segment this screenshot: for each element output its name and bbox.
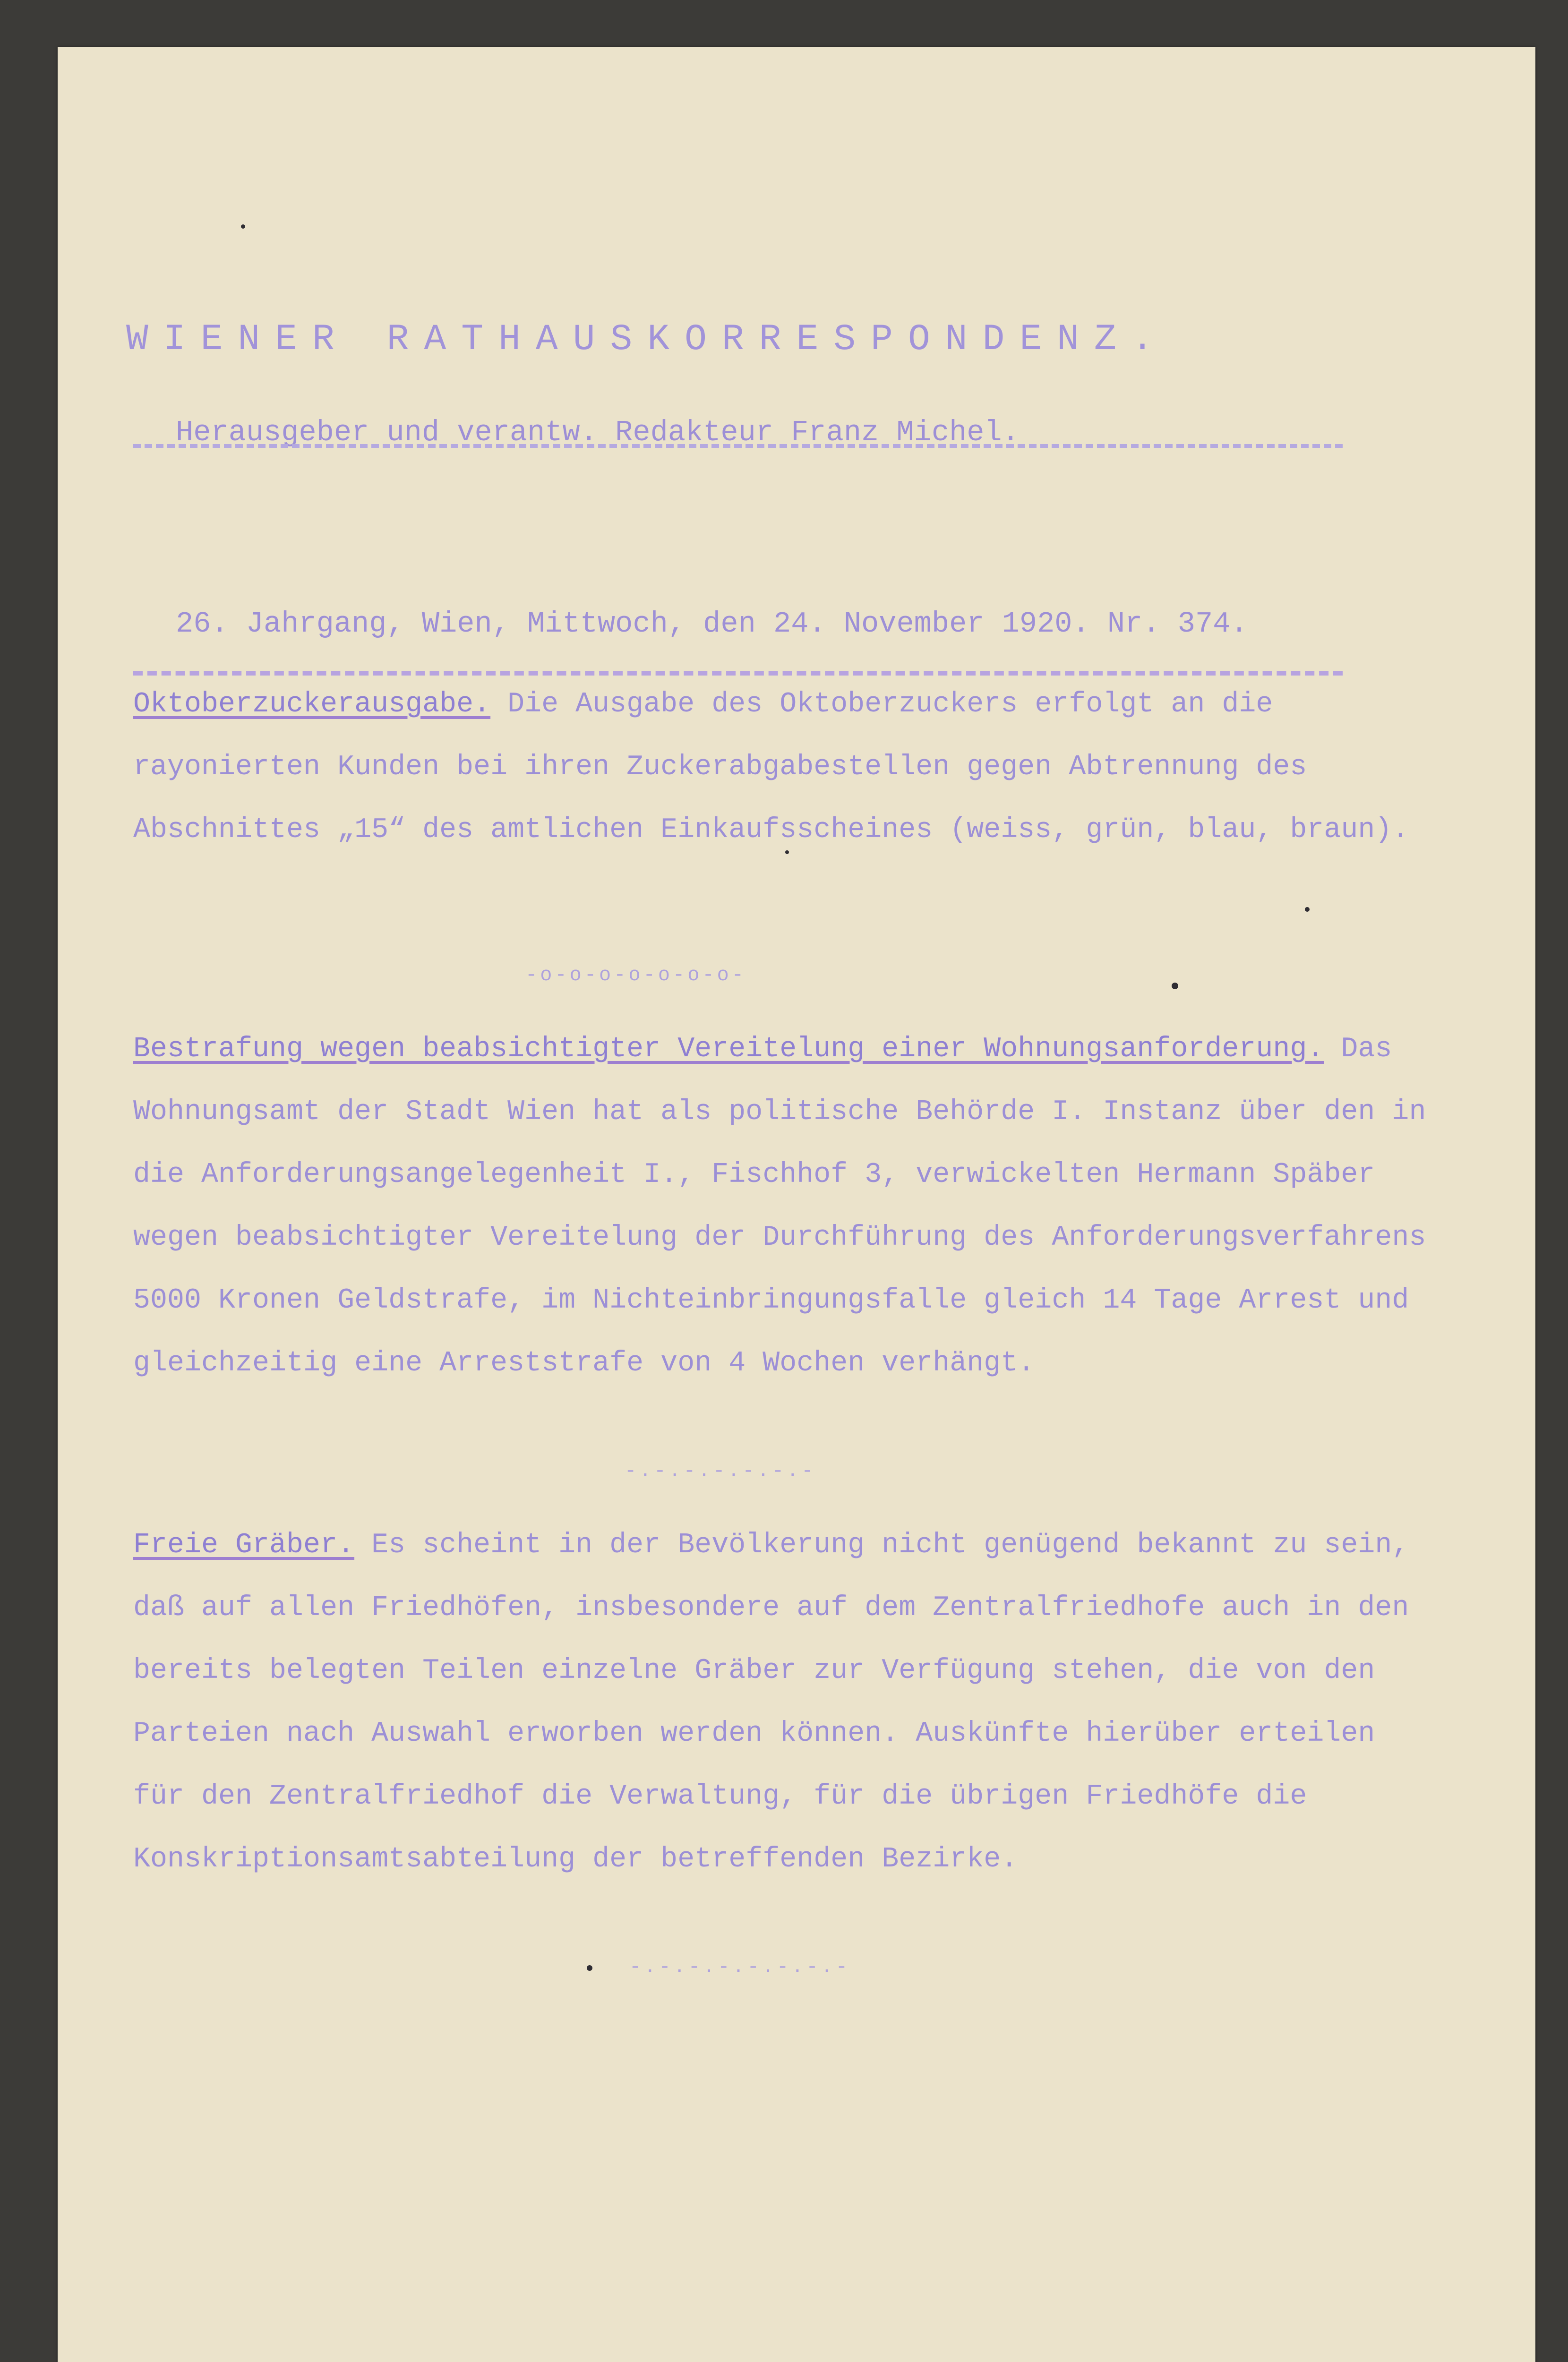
document-page [58,47,1535,2362]
article-body: Es scheint in der Bevölkerung nicht genügend bekannt zu sein, daß auf allen Friedhöfen, insbesondere auf dem Zentralfriedhofe auch in den bereits belegten Teilen einzelne Gräber zur Verfügung stehen, die von den Parteien nach Auswahl erworben werden können. Auskünfte hierüber erteilen für den Zentralfriedhof die Verwaltung, für die übrigen Friedhöfe die Konskriptionsamtsabteilung der betreffenden Bezirke. [133,1529,1409,1875]
article-heading: Bestrafung wegen beabsichtigter Vereitelung einer Wohnungsanforderung. [133,1033,1324,1065]
article-body: Die Ausgabe des Oktoberzuckers erfolgt an die rayonierten Kunden bei ihren Zuckerabgabestellen gegen Abtrennung des Abschnittes „15“ des amtlichen Einkaufsscheines (weiss, grün, blau, braun). [133,688,1409,846]
article-heading: Oktoberzuckerausgabe. [133,688,491,720]
article-sugar [133,673,1437,862]
section-separator: -.-.-.-.-.-.- [625,1460,816,1482]
section-separator: -.-.-.-.-.-.-.- [629,1956,851,1978]
paper-speck [785,850,789,854]
article-body: Das Wohnungsamt der Stadt Wien hat als politische Behörde I. Instanz über den in die Anforderungsangelegenheit I., Fischhof 3, verwickelten Hermann Späber wegen beabsichtigter Vereitelung der Durchführung des Anforderungsverfahrens 5000 Kronen Geldstrafe, im Nichteinbringungsfalle gleich 14 Tage Arrest und gleichzeitig eine Arreststrafe von 4 Wochen verhängt. [133,1033,1426,1379]
paper-speck [1172,983,1178,989]
article-free-graves [133,1514,1437,1891]
paper-speck [1305,907,1310,912]
masthead-title: WIENER RATHAUSKORRESPONDENZ. [126,319,1169,360]
masthead-subtitle: Herausgeber und verantw. Redakteur Franz Michel. [176,416,1020,449]
masthead-divider [133,444,1343,448]
article-housing-penalty [133,1018,1437,1395]
dateline: 26. Jahrgang, Wien, Mittwoch, den 24. November 1920. Nr. 374. [176,607,1248,641]
paper-speck [587,1965,592,1971]
paper-speck [241,224,245,229]
article-heading: Freie Gräber. [133,1529,355,1561]
section-separator: -o-o-o-o-o-o-o- [525,964,747,986]
